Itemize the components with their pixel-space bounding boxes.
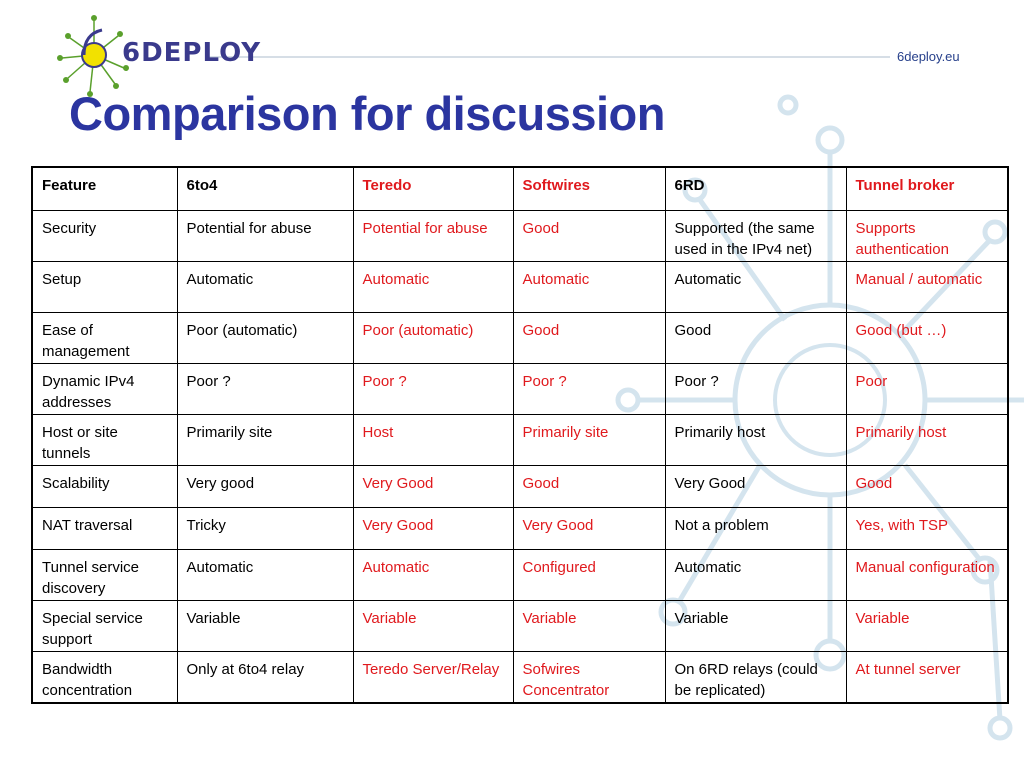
value-cell: Automatic — [353, 550, 513, 601]
value-cell: Very Good — [665, 466, 846, 508]
value-cell: Manual configuration — [846, 550, 1008, 601]
comparison-table — [31, 166, 1009, 704]
site-url: 6deploy.eu — [897, 49, 960, 64]
value-cell: Variable — [353, 601, 513, 652]
value-cell: Yes, with TSP — [846, 508, 1008, 550]
feature-cell: Special service support — [32, 601, 177, 652]
table-body — [32, 211, 1008, 703]
value-cell: Potential for abuse — [353, 211, 513, 262]
value-cell: On 6RD relays (could be replicated) — [665, 652, 846, 703]
table-row — [32, 415, 1008, 466]
slide-title: Comparison for discussion — [69, 87, 665, 140]
column-header: Feature — [32, 167, 177, 211]
value-cell: Good — [513, 313, 665, 364]
value-cell: Very good — [177, 466, 353, 508]
table-row — [32, 652, 1008, 703]
value-cell: Very Good — [513, 508, 665, 550]
column-header: Softwires — [513, 167, 665, 211]
value-cell: Primarily host — [665, 415, 846, 466]
value-cell: Manual / automatic — [846, 262, 1008, 313]
value-cell: Tricky — [177, 508, 353, 550]
value-cell: Primarily site — [513, 415, 665, 466]
value-cell: Primarily host — [846, 415, 1008, 466]
value-cell: Sofwires Concentrator — [513, 652, 665, 703]
value-cell: Automatic — [177, 550, 353, 601]
feature-cell: Tunnel service discovery — [32, 550, 177, 601]
feature-cell: NAT traversal — [32, 508, 177, 550]
feature-cell: Ease of management — [32, 313, 177, 364]
value-cell: Teredo Server/Relay — [353, 652, 513, 703]
value-cell: Good — [513, 211, 665, 262]
table-row — [32, 262, 1008, 313]
table-row — [32, 364, 1008, 415]
value-cell: Good — [513, 466, 665, 508]
value-cell: Potential for abuse — [177, 211, 353, 262]
value-cell: Variable — [846, 601, 1008, 652]
feature-cell: Dynamic IPv4 addresses — [32, 364, 177, 415]
logo-wordmark: 6DEPLOY — [122, 38, 262, 68]
value-cell: Poor (automatic) — [353, 313, 513, 364]
6deploy-logo-icon — [57, 15, 129, 97]
value-cell: At tunnel server — [846, 652, 1008, 703]
feature-cell: Bandwidth concentration — [32, 652, 177, 703]
value-cell: Not a problem — [665, 508, 846, 550]
table-row — [32, 313, 1008, 364]
value-cell: Automatic — [665, 550, 846, 601]
value-cell: Automatic — [513, 262, 665, 313]
value-cell: Variable — [177, 601, 353, 652]
feature-cell: Scalability — [32, 466, 177, 508]
value-cell: Poor ? — [177, 364, 353, 415]
value-cell: Poor ? — [665, 364, 846, 415]
value-cell: Good (but …) — [846, 313, 1008, 364]
value-cell: Only at 6to4 relay — [177, 652, 353, 703]
feature-cell: Security — [32, 211, 177, 262]
table-row — [32, 550, 1008, 601]
value-cell: Primarily site — [177, 415, 353, 466]
value-cell: Supports authentication — [846, 211, 1008, 262]
feature-cell: Host or site tunnels — [32, 415, 177, 466]
value-cell: Host — [353, 415, 513, 466]
table-row — [32, 466, 1008, 508]
value-cell: Very Good — [353, 508, 513, 550]
column-header: 6RD — [665, 167, 846, 211]
value-cell: Poor ? — [353, 364, 513, 415]
value-cell: Poor — [846, 364, 1008, 415]
value-cell: Supported (the same used in the IPv4 net) — [665, 211, 846, 262]
value-cell: Good — [665, 313, 846, 364]
table-header-row — [32, 167, 1008, 211]
value-cell: Good — [846, 466, 1008, 508]
value-cell: Poor ? — [513, 364, 665, 415]
value-cell: Variable — [665, 601, 846, 652]
feature-cell: Setup — [32, 262, 177, 313]
value-cell: Very Good — [353, 466, 513, 508]
table-row — [32, 508, 1008, 550]
column-header: Teredo — [353, 167, 513, 211]
value-cell: Variable — [513, 601, 665, 652]
value-cell: Automatic — [177, 262, 353, 313]
value-cell: Automatic — [353, 262, 513, 313]
value-cell: Poor (automatic) — [177, 313, 353, 364]
value-cell: Automatic — [665, 262, 846, 313]
column-header: Tunnel broker — [846, 167, 1008, 211]
table-row — [32, 211, 1008, 262]
column-header: 6to4 — [177, 167, 353, 211]
value-cell: Configured — [513, 550, 665, 601]
table-row — [32, 601, 1008, 652]
